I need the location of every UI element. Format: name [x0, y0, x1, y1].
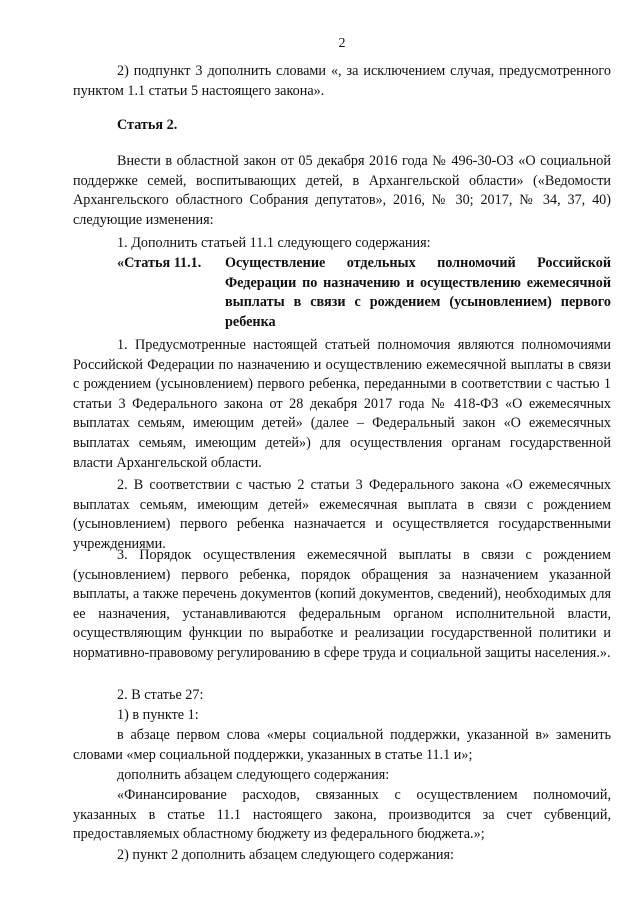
- paragraph-subpoint-3: [73, 62, 611, 101]
- article-11-1-label: «Статья 11.1.: [117, 255, 202, 271]
- paragraph-item-2: [73, 476, 611, 554]
- paragraph-intro-amendments: [73, 152, 611, 230]
- paragraph-text: 2) подпункт 3 дополнить словами «, за исключением случая, предусмотренного пунктом 1.1 статьи 5 настоящего закона».: [73, 63, 611, 99]
- paragraph-article-27: [73, 686, 611, 706]
- paragraph-point-2: [73, 846, 611, 866]
- page-number: 2: [338, 36, 346, 51]
- paragraph-item-1: [73, 336, 611, 473]
- paragraph-text: 2. В статье 27:: [117, 687, 204, 703]
- paragraph-item-3: [73, 546, 611, 664]
- article-11-1-title: Осуществление отдельных полномочий Российской Федерации по назначению и осуществлению ежемесячной выплаты в связи с рождением (усыновлением) первого ребенка: [225, 255, 611, 330]
- paragraph-text: 2) пункт 2 дополнить абзацем следующего содержания:: [117, 847, 454, 863]
- paragraph-replace-words: [73, 726, 611, 765]
- paragraph-text: 1. Предусмотренные настоящей статьей полномочия являются полномочиями Российской Федерации по назначению и осуществлению ежемесячной выплаты в связи с рождением (усыновлением) первого ребенка, переданными в соответствии с частью 1 статьи 3 Федерального закона от 28 декабря 2017 года № 418-ФЗ «О ежемесячных выплатах семьям, имеющим детей» (далее – Федеральный закон «О ежемесячных выплатах семьям, имеющим детей») для осуществления органам государственной власти Архангельской области.: [73, 337, 611, 471]
- paragraph-text: 3. Порядок осуществления ежемесячной выплаты в связи с рождением (усыновлением) первого ребенка, порядок обращения за назначением указанной выплаты, а также перечень документов (копий документов, сведений), необходимых для ее назначения, устанавливаются федеральным органом исполнительной власти, осуществляющим функции по выработке и реализации государственной политики и нормативно-правовому регулированию в сфере труда и социальной защиты населения.».: [73, 547, 611, 661]
- paragraph-financing: [73, 786, 611, 845]
- paragraph-text: 2. В соответствии с частью 2 статьи 3 Федерального закона «О ежемесячных выплатах семьям, имеющим детей» ежемесячная выплата в связи с рождением (усыновлением) первого ребенка назначается и осуществляется государственными учреждениями.: [73, 477, 611, 552]
- article-2-heading-block: [73, 116, 611, 136]
- paragraph-text: в абзаце первом слова «меры социальной поддержки, указанной в» заменить словами «мер социальной поддержки, указанных в статье 11.1 и»;: [73, 727, 611, 763]
- paragraph-add-abzac: [73, 766, 611, 786]
- article-11-1-header: [73, 254, 611, 332]
- paragraph-point-1: [73, 706, 611, 726]
- paragraph-text: 1. Дополнить статьей 11.1 следующего содержания:: [117, 235, 431, 251]
- paragraph-text: Внести в областной закон от 05 декабря 2016 года № 496-30-ОЗ «О социальной поддержке семей, воспитывающих детей, в Архангельской области» («Ведомости Архангельского областного Собрания депутатов», 2016, № 30; 2017, № 34, 37, 40) следующие изменения:: [73, 153, 611, 228]
- paragraph-add-article: [73, 234, 611, 254]
- paragraph-text: 1) в пункте 1:: [117, 707, 199, 723]
- paragraph-text: дополнить абзацем следующего содержания:: [117, 767, 390, 783]
- paragraph-text: «Финансирование расходов, связанных с осуществлением полномочий, указанных в статье 11.1 настоящего закона, производится за счет субвенций, предоставляемых областному бюджету из федерального бюджета.»;: [73, 787, 611, 843]
- article-2-heading: Статья 2.: [117, 117, 178, 133]
